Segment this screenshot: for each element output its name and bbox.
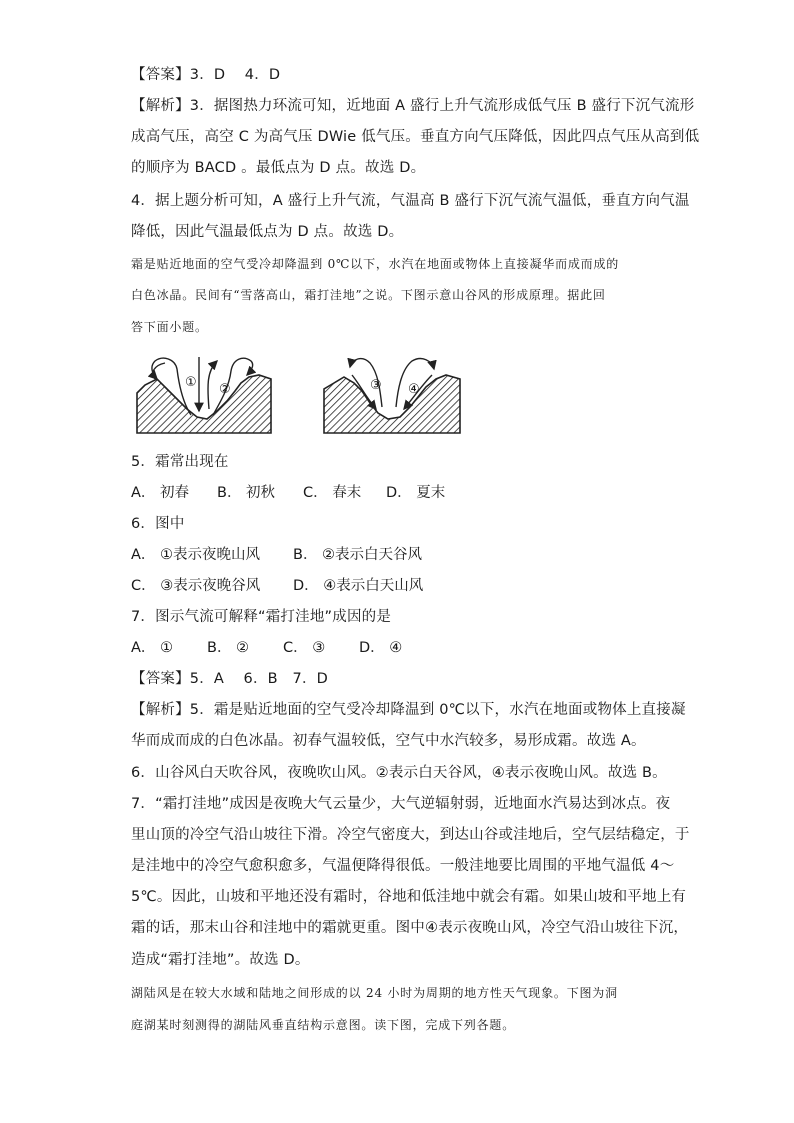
option-d: D． ④ (359, 640, 403, 656)
analysis-line: 的顺序为 BACD 。最低点为 D 点。故选 D。 (131, 160, 426, 176)
intro-line: 庭湖某时刻测得的湖陆风垂直结构示意图。读下图，完成下列各题。 (131, 1018, 516, 1032)
intro-line: 湖陆风是在较大水域和陆地之间形成的以 24 小时为周期的地方性天气现象。下图为洞 (131, 986, 618, 1000)
valley-wind-diagram-right (322, 345, 462, 435)
analysis-line: 是洼地中的冷空气愈积愈多，气温便降得很低。一般洼地要比周围的平地气温低 4～ (131, 858, 675, 874)
option-a: A． ①表示夜晚山风 (131, 547, 261, 563)
option-d: D． ④表示白天山风 (293, 578, 424, 594)
option-c: C． ③表示夜晚谷风 (131, 578, 261, 594)
analysis-line: 降低，因此气温最低点为 D 点。故选 D。 (131, 224, 404, 240)
question-stem: 7．图示气流可解释“霜打洼地”成因的是 (131, 609, 392, 625)
option-b: B． ② (207, 640, 250, 656)
option-d: D． 夏末 (386, 485, 446, 501)
option-b: B． 初秋 (217, 485, 276, 501)
option-b: B． ②表示白天谷风 (293, 547, 423, 563)
analysis-line: 里山顶的冷空气沿山坡往下滑。冷空气密度大，到达山谷或洼地后，空气层结稳定，于 (131, 827, 690, 843)
option-c: C． 春末 (303, 485, 362, 501)
circled-label: ① (185, 375, 197, 390)
question-stem: 6．图中 (131, 516, 185, 532)
analysis-line: 7．“霜打洼地”成因是夜晚大气云量少，大气逆辐射弱，近地面水汽易达到冰点。夜 (131, 796, 671, 812)
intro-line: 霜是贴近地面的空气受冷却降温到 0℃以下，水汽在地面或物体上直接凝华而成而成的 (131, 257, 620, 271)
analysis-line: 成高气压，高空 C 为高气压 DWie 低气压。垂直方向气压降低，因此四点气压从高到低 (131, 129, 700, 145)
answer-line: 【答案】3．D 4．D (131, 67, 281, 83)
valley-wind-diagram-left (135, 345, 273, 435)
analysis-line: 造成“霜打洼地”。故选 D。 (131, 952, 310, 968)
analysis-line: 5℃。因此，山坡和平地还没有霜时，谷地和低洼地中就会有霜。如果山坡和平地上有 (131, 889, 687, 905)
intro-line: 答下面小题。 (131, 320, 208, 334)
option-c: C． ③ (283, 640, 326, 656)
option-a: A． ① (131, 640, 174, 656)
analysis-line: 华而成而成的白色冰晶。初春气温较低，空气中水汽较多，易形成霜。故选 A。 (131, 733, 646, 749)
analysis-line: 霜的话，那末山谷和洼地中的霜就更重。图中④表示夜晚山风，冷空气沿山坡往下沉， (131, 920, 689, 936)
analysis-line: 6．山谷风白天吹谷风，夜晚吹山风。②表示白天谷风，④表示夜晚山风。故选 B。 (131, 765, 667, 781)
circled-label: ③ (370, 378, 382, 393)
analysis-line: 【解析】3．据图热力环流可知，近地面 A 盛行上升气流形成低气压 B 盛行下沉气流形 (131, 98, 695, 114)
intro-line: 白色冰晶。民间有“雪落高山，霜打洼地”之说。下图示意山谷风的形成原理。据此回 (131, 288, 606, 302)
circled-label: ④ (408, 382, 420, 397)
question-stem: 5．霜常出现在 (131, 454, 229, 470)
answer-line: 【答案】5．A 6．B 7．D (131, 671, 329, 687)
circled-label: ② (219, 382, 231, 397)
option-a: A． 初春 (131, 485, 190, 501)
analysis-line: 4．据上题分析可知，A 盛行上升气流，气温高 B 盛行下沉气流气温低，垂直方向气温 (131, 193, 690, 209)
analysis-line: 【解析】5．霜是贴近地面的空气受冷却降温到 0℃以下，水汽在地面或物体上直接凝 (131, 702, 686, 718)
